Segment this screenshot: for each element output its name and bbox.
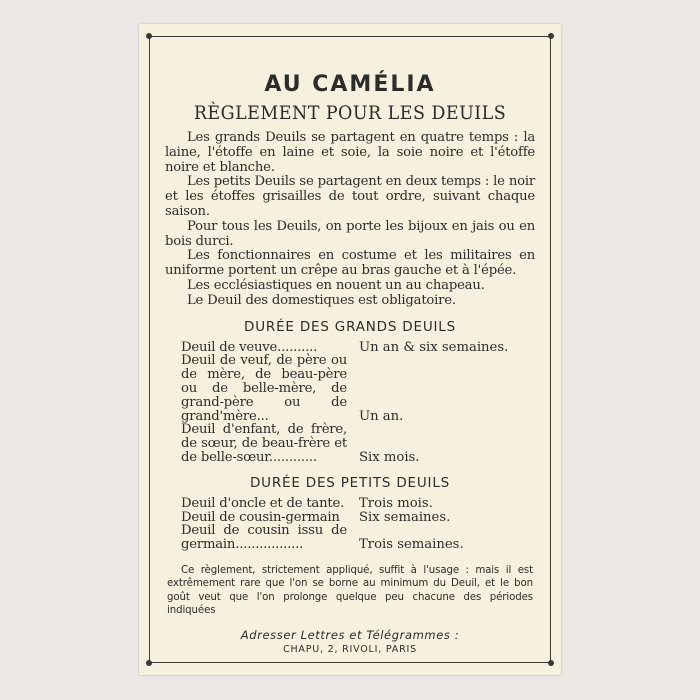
corner-ornament <box>548 33 554 39</box>
table-row <box>165 423 535 464</box>
table-row <box>165 524 535 552</box>
rules-subtitle: RÈGLEMENT POUR LES DEUILS <box>193 102 507 124</box>
corner-ornament <box>548 660 554 666</box>
usage-note <box>165 564 535 618</box>
table-row <box>165 341 535 355</box>
rule-paragraph: Les fonctionnaires en costume et les militaires en uniforme portent un crêpe au bras gauche et à l'épée. <box>165 248 535 279</box>
mourning-rules-card <box>139 24 561 675</box>
relation-cell: Deuil de cousin issu de germain................. <box>181 523 347 553</box>
shop-address: CHAPU, 2, RIVOLI, PARIS <box>283 643 417 655</box>
duration-cell: Trois semaines. <box>359 537 464 553</box>
card-content <box>165 72 535 655</box>
duration-cell: Trois mois. <box>359 495 433 511</box>
table-row <box>165 511 535 525</box>
shop-title: AU CAMÉLIA <box>264 72 436 97</box>
relation-cell: Deuil d'oncle et de tante. <box>181 495 345 511</box>
usage-note-text: Ce règlement, strictement appliqué, suffit à l'usage : mais il est extrêmement rare que l'on se borne au minimum du Deuil, et le bon goût veut que l'on prolonge quelque peu chacune des périodes indiquées <box>167 564 533 617</box>
relation-cell: Deuil de cousin-germain <box>181 509 340 525</box>
rule-paragraph: Le Deuil des domestiques est obligatoire. <box>187 292 456 308</box>
rule-paragraph: Les ecclésiastiques en nouent un au chapeau. <box>187 277 485 293</box>
duration-cell: Six mois. <box>359 449 420 465</box>
duration-cell: Un an. <box>359 408 404 424</box>
relation-cell: Deuil de veuve.......... <box>181 339 318 355</box>
table-row <box>165 354 535 423</box>
duration-cell: Un an & six semaines. <box>359 339 509 355</box>
table-row <box>165 497 535 511</box>
duration-cell: Six semaines. <box>359 509 451 525</box>
rule-paragraph: Les grands Deuils se partagent en quatre temps : la laine, l'étoffe en laine et soie, la soie noire et l'étoffe noire et blanche. <box>165 130 535 175</box>
grands-deuils-table <box>165 341 535 465</box>
rules-text <box>165 131 535 309</box>
petits-deuils-table <box>165 497 535 552</box>
rule-paragraph: Les petits Deuils se partagent en deux temps : le noir et les étoffes grisailles de tout ordre, suivant chaque saison. <box>165 174 535 219</box>
corner-ornament <box>146 33 152 39</box>
address-label: Adresser Lettres et Télégrammes : <box>240 627 460 642</box>
petits-deuils-heading: DURÉE DES PETITS DEUILS <box>249 474 451 491</box>
relation-cell: Deuil de veuf, de père ou de mère, de beau-père ou de belle-mère, de grand-père ou de grand'mère... <box>181 353 347 424</box>
corner-ornament <box>146 660 152 666</box>
relation-cell: Deuil d'enfant, de frère, de sœur, de beau-frère et de belle-sœur............ <box>181 422 347 465</box>
rule-paragraph: Pour tous les Deuils, on porte les bijoux en jais ou en bois durci. <box>165 218 535 249</box>
grands-deuils-heading: DURÉE DES GRANDS DEUILS <box>244 318 456 335</box>
